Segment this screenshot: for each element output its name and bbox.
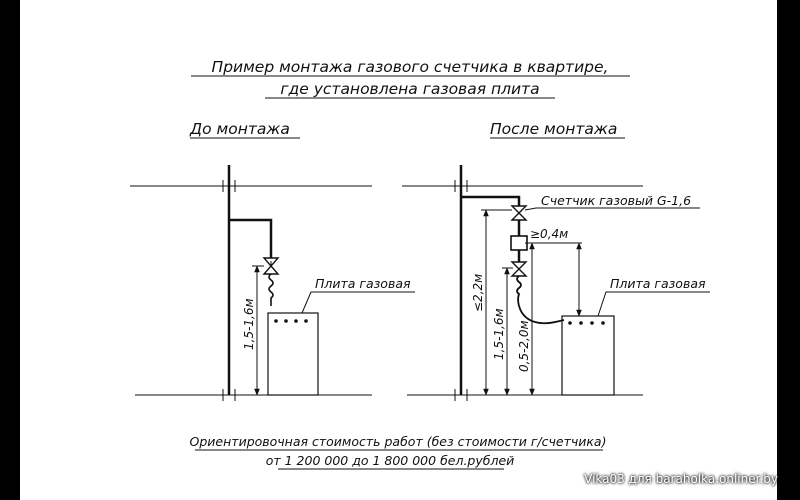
burner-dot (579, 321, 583, 325)
title-line-2: где установлена газовая плита (280, 80, 540, 98)
installation-diagram (20, 0, 777, 500)
burner-dot (568, 321, 572, 325)
burner-dot (274, 319, 278, 323)
before-heading: До монтажа (190, 120, 290, 138)
after-dim-height: 1,5-1,6м (492, 308, 506, 360)
meter-label: Счетчик газовый G-1,6 (541, 193, 692, 208)
drawing-sheet (20, 0, 777, 500)
dim-meter-label: 0,5-2,0м (517, 320, 531, 372)
burner-dot (601, 321, 605, 325)
stove-label-leader (302, 292, 415, 313)
after-stove-label: Плита газовая (610, 276, 706, 291)
gas-meter-icon (511, 236, 527, 250)
before-diagram (130, 165, 415, 401)
title-line-1: Пример монтажа газового счетчика в квартире, (211, 58, 609, 76)
watermark: Vika03 для baraholka.onliner.by (584, 472, 778, 486)
dim-gap-label: ≥0,4м (530, 227, 569, 241)
footer-line-1: Ориентировочная стоимость работ (без стоимости г/счетчика) (189, 434, 607, 449)
gas-stove (268, 313, 318, 395)
footer-line-2: от 1 200 000 до 1 800 000 бел.рублей (265, 453, 515, 468)
lower-valve-icon (512, 262, 526, 276)
burner-dot (304, 319, 308, 323)
meter-label-leader (525, 208, 700, 210)
before-stove-label: Плита газовая (315, 276, 411, 291)
gas-stove (562, 316, 614, 395)
stove-label-leader (598, 292, 710, 316)
burner-dot (294, 319, 298, 323)
burner-dot (284, 319, 288, 323)
flexible-hose (269, 274, 273, 306)
flexible-hose (517, 276, 564, 323)
after-heading: После монтажа (490, 120, 618, 138)
before-dim-height: 1,5-1,6м (242, 298, 256, 350)
branch-pipe (229, 220, 271, 258)
after-diagram (402, 165, 710, 401)
upper-valve-icon (512, 206, 526, 220)
dim-max-label: ≤2,2м (471, 273, 485, 312)
branch-pipe (461, 197, 519, 206)
burner-dot (590, 321, 594, 325)
